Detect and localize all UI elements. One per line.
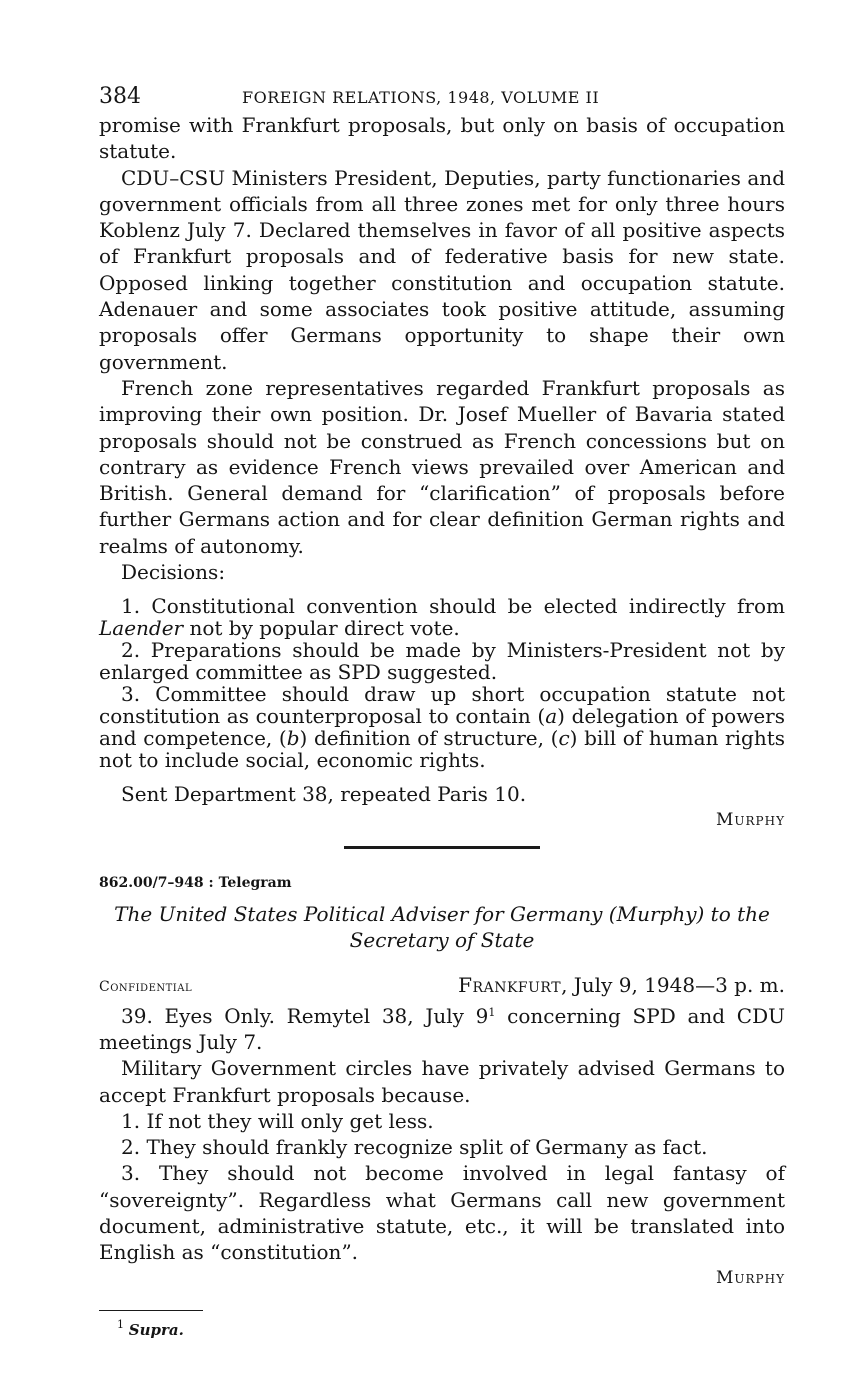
list-item: 3. They should not become involved in legal fantasy of “sovereignty”. Regardless what Germans call new government document, administrative statute, etc., it will be translated into English as “constitution”. [99, 1161, 785, 1265]
list-item: 1. If not they will only get less. [121, 1108, 434, 1133]
running-title: FOREIGN RELATIONS, 1948, VOLUME II [242, 88, 600, 107]
page-header [99, 82, 785, 112]
decisions-label: Decisions: [121, 560, 226, 585]
file-number: 862.00/7–948 : Telegram [99, 874, 292, 891]
paragraph: Military Government circles have privately advised Germans to accept Frankfurt proposals because. [99, 1056, 785, 1107]
footnote-ref: 1 [488, 1005, 496, 1019]
footnote-rule [99, 1310, 203, 1311]
classification-line [99, 973, 785, 1003]
sent-line: Sent Department 38, repeated Paris 10. [121, 782, 527, 807]
document-title: The United States Political Adviser for Germany (Murphy) to the Secretary of State [114, 901, 770, 952]
signature: Murphy [715, 809, 785, 830]
list-item: 2. They should frankly recognize split of Germany as fact. [121, 1135, 708, 1160]
section-divider [344, 846, 540, 849]
decision-item: 3. Committee should draw up short occupation statute not constitution as counterproposal to contain (a) delegation of powers and competence, (b) definition of structure, (c) bill of human rights not to include social, economic rights. [99, 682, 785, 773]
paragraph: promise with Frankfurt proposals, but only on basis of occupation statute. [99, 113, 785, 164]
document-page [99, 82, 785, 1339]
dateline: Frankfurt, July 9, 1948—3 p. m. [458, 972, 785, 997]
decision-item: 1. Constitutional convention should be elected indirectly from Laender not by popular direct vote. [99, 594, 785, 641]
footnote: $^1$ Supra. [117, 1317, 184, 1339]
signature: Murphy [715, 1267, 785, 1288]
paragraph: 39. Eyes Only. Remytel 38, July $9^1$ concerning SPD and CDU meetings July 7. [99, 1003, 785, 1054]
classification: Confidential [99, 978, 193, 995]
paragraph: CDU–CSU Ministers President, Deputies, party functionaries and government officials from all three zones met for only three hours Koblenz July 7. Declared themselves in favor of all positive aspects of Frankfurt proposals and of federative basis for new state. Opposed linking together constitution and occupation statute. Adenauer and some associates took positive attitude, assuming proposals offer Germans opportunity to shape their own government. [99, 165, 785, 374]
paragraph: French zone representatives regarded Frankfurt proposals as improving their own position. Dr. Josef Mueller of Bavaria stated proposals should not be construed as French concessions but on contrary as evidence French views prevailed over American and British. General demand for “clarification” of proposals before further Germans action and for clear definition German rights and realms of autonomy. [99, 375, 785, 558]
decision-item: 2. Preparations should be made by Ministers-President not by enlarged committee as SPD suggested. [99, 638, 785, 685]
page-number: 384 [99, 84, 141, 109]
